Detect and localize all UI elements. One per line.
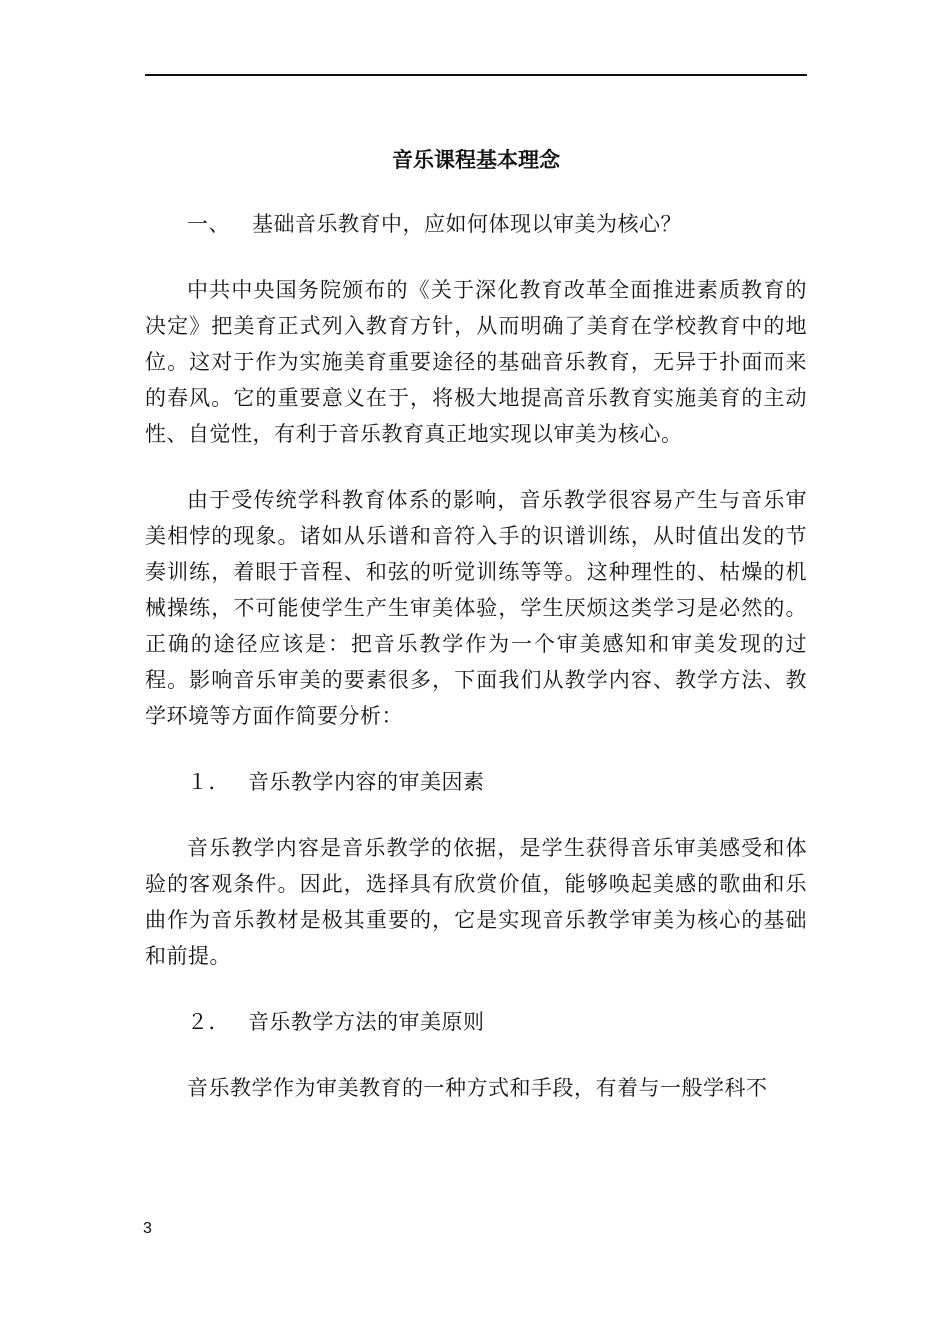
subsection-heading-2 [145, 1004, 807, 1040]
paragraph-4: 音乐教学作为审美教育的一种方式和手段，有着与一般学科不 [187, 1076, 768, 1100]
section-text: 基础音乐教育中，应如何体现以审美为核心？ [252, 212, 682, 236]
page-number: 3 [143, 1220, 152, 1237]
header-rule [145, 74, 807, 76]
document-title: 音乐课程基本理念 [392, 147, 560, 172]
subsection-heading-1 [145, 764, 807, 800]
subsection-text: 音乐教学内容的审美因素 [248, 770, 485, 794]
subsection-number: １． [187, 770, 230, 794]
subsection-number: ２． [187, 1010, 230, 1034]
document-body [145, 138, 807, 1136]
paragraph-2: 由于受传统学科教育体系的影响，音乐教学很容易产生与音乐审美相悖的现象。诸如从乐谱和音符入手的识谱训练，从时值出发的节奏训练，着眼于音程、和弦的听觉训练等等。这种理性的、枯燥的机械操练，不可能使学生产生审美体验，学生厌烦这类学习是必然的。正确的途径应该是：把音乐教学作为一个审美感知和审美发现的过程。影响音乐审美的要素很多，下面我们从教学内容、教学方法、教学环境等方面作简要分析： [145, 488, 807, 728]
section-heading-1 [145, 206, 807, 242]
paragraph-3: 音乐教学内容是音乐教学的依据，是学生获得音乐审美感受和体验的客观条件。因此，选择具有欣赏价值，能够唤起美感的歌曲和乐曲作为音乐教材是极其重要的，它是实现音乐教学审美为核心的基础和前提。 [145, 836, 807, 968]
subsection-text: 音乐教学方法的审美原则 [248, 1010, 485, 1034]
section-number: 一、 [187, 212, 230, 236]
paragraph-1: 中共中央国务院颁布的《关于深化教育改革全面推进素质教育的决定》把美育正式列入教育方针，从而明确了美育在学校教育中的地位。这对于作为实施美育重要途径的基础音乐教育，无异于扑面而来的春风。它的重要意义在于，将极大地提高音乐教育实施美育的主动性、自觉性，有利于音乐教育真正地实现以审美为核心。 [145, 278, 807, 446]
